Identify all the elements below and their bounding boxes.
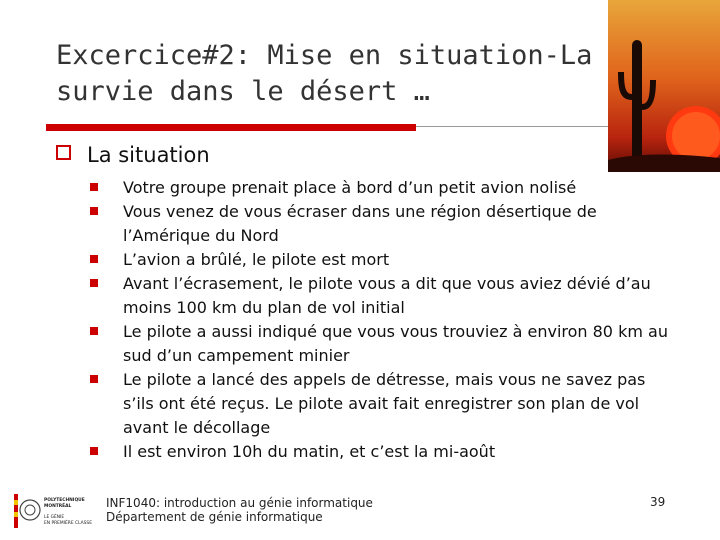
list-item xyxy=(90,440,670,464)
footer-text xyxy=(106,496,373,524)
footer-course: INF1040: introduction au génie informatique xyxy=(106,496,373,510)
square-bullet-icon xyxy=(90,255,98,263)
bullet-list xyxy=(90,176,670,464)
list-item-text: Le pilote a aussi indiqué que vous vous trouviez à environ 80 km au sud d’un campement minier xyxy=(123,322,668,365)
square-bullet-icon xyxy=(90,207,98,215)
svg-text:LE GÉNIE: LE GÉNIE xyxy=(44,515,65,520)
svg-text:EN PREMIÈRE CLASSE: EN PREMIÈRE CLASSE xyxy=(44,521,92,526)
slide-title-line1: Excercice#2: Mise en situation-La xyxy=(56,40,593,71)
square-bullet-icon xyxy=(90,327,98,335)
list-item xyxy=(90,320,670,368)
svg-text:POLYTECHNIQUE: POLYTECHNIQUE xyxy=(44,498,85,503)
list-item xyxy=(90,200,670,248)
section-heading xyxy=(56,143,210,167)
square-bullet-icon xyxy=(90,183,98,191)
list-item-text: L’avion a brûlé, le pilote est mort xyxy=(123,250,390,269)
square-bullet-icon xyxy=(90,375,98,383)
svg-text:MONTRÉAL: MONTRÉAL xyxy=(44,504,72,509)
page-number: 39 xyxy=(650,495,666,509)
list-item xyxy=(90,248,670,272)
list-item-text: Avant l’écrasement, le pilote vous a dit que vous aviez dévié d’au moins 100 km du plan de vol initial xyxy=(123,274,651,317)
title-underline-thin xyxy=(416,126,608,127)
title-underline-red xyxy=(46,124,416,131)
list-item-text: Vous venez de vous écraser dans une région désertique de l’Amérique du Nord xyxy=(123,202,597,245)
list-item-text: Il est environ 10h du matin, et c’est la mi-août xyxy=(123,442,496,461)
desert-sunset-image xyxy=(608,0,720,172)
list-item-text: Votre groupe prenait place à bord d’un petit avion nolisé xyxy=(123,178,577,197)
list-item xyxy=(90,272,670,320)
section-heading-label: La situation xyxy=(87,143,210,167)
polytechnique-logo xyxy=(14,492,102,530)
square-bullet-icon xyxy=(90,447,98,455)
list-item xyxy=(90,176,670,200)
list-item xyxy=(90,368,670,440)
footer-department: Département de génie informatique xyxy=(106,510,323,524)
square-bullet-icon xyxy=(90,279,98,287)
list-item-text: Le pilote a lancé des appels de détresse, mais vous ne savez pas s’ils ont été reçus. Le pilote avait fait enregistrer son plan de vol avant le décollage xyxy=(123,370,646,437)
slide-title xyxy=(56,38,616,110)
slide-title-line2: survie dans le désert … xyxy=(56,76,430,107)
hollow-square-bullet-icon xyxy=(56,145,71,160)
